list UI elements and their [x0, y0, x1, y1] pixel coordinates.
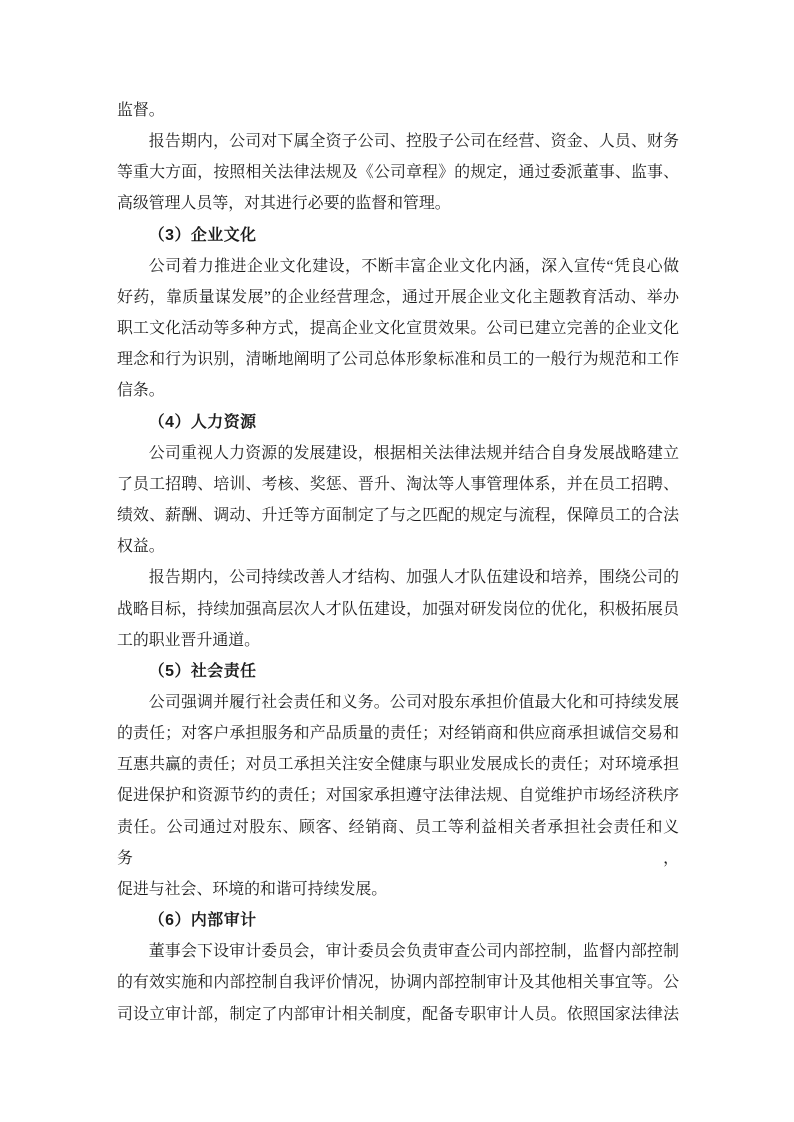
text-line: 理念和行为识别，清晰地阐明了公司总体形象标准和员工的一般行为规范和工作 — [117, 351, 679, 369]
section-heading-text: （5）社会责任 — [148, 662, 257, 680]
section-heading-text: （4）人力资源 — [148, 413, 257, 431]
section-heading — [117, 220, 679, 251]
text-line: 公司重视人力资源的发展建设，根据相关法律法规并结合自身发展战略建立 — [148, 444, 679, 462]
text-line: 战略目标，持续加强高层次人才队伍建设，加强对研发岗位的优化，积极拓展员 — [117, 600, 679, 618]
paragraph — [117, 438, 679, 563]
text-line: 司设立审计部，制定了内部审计相关制度，配备专职审计人员。依照国家法律法 — [117, 1005, 679, 1023]
section-heading-text: （3）企业文化 — [148, 226, 257, 244]
text-line: 好药，靠质量谋发展”的企业经营理念，通过开展企业文化主题教育活动、举办 — [117, 288, 679, 306]
text-line: 促进与社会、环境的和谐可持续发展。 — [117, 880, 388, 898]
paragraph — [117, 251, 679, 407]
text-line: 监督。 — [117, 102, 165, 119]
paragraph — [117, 936, 679, 1029]
text-line: 公司着力推进企业文化建设，不断丰富企业文化内涵，深入宣传“凭良心做 — [148, 257, 679, 275]
document-content — [117, 95, 679, 1030]
section-heading — [117, 656, 679, 687]
text-line: 的有效实施和内部控制自我评价情况，协调内部控制审计及其他相关事宜等。公 — [117, 974, 679, 992]
paragraph — [117, 95, 679, 126]
text-line: 公司强调并履行社会责任和义务。公司对股东承担价值最大化和可持续发展 — [148, 693, 679, 711]
section-heading — [117, 905, 679, 936]
paragraph — [117, 687, 679, 905]
text-line: 互惠共赢的责任；对员工承担关注安全健康与职业发展成长的责任；对环境承担 — [117, 756, 679, 774]
text-line: 绩效、薪酬、调动、升迁等方面制定了与之匹配的规定与流程，保障员工的合法 — [117, 507, 679, 525]
text-line: 权益。 — [117, 538, 165, 556]
section-heading — [117, 407, 679, 438]
section-heading-text: （6）内部审计 — [148, 912, 257, 930]
text-line: 责任。公司通过对股东、顾客、经销商、员工等利益相关者承担社会责任和义务， — [117, 818, 679, 867]
text-line: 报告期内，公司持续改善人才结构、加强人才队伍建设和培养，围绕公司的 — [148, 569, 679, 587]
text-line: 工的职业晋升通道。 — [117, 631, 261, 649]
text-line: 了员工招聘、培训、考核、奖惩、晋升、淘汰等人事管理体系，并在员工招聘、 — [117, 475, 679, 493]
text-line: 报告期内，公司对下属全资子公司、控股子公司在经营、资金、人员、财务 — [148, 133, 679, 151]
paragraph — [117, 126, 679, 219]
text-line: 促进保护和资源节约的责任；对国家承担遵守法律法规、自觉维护市场经济秩序 — [117, 787, 679, 805]
text-line: 的责任；对客户承担服务和产品质量的责任；对经销商和供应商承担诚信交易和 — [117, 725, 679, 743]
paragraph — [117, 562, 679, 655]
text-line: 高级管理人员等，对其进行必要的监督和管理。 — [117, 195, 451, 213]
text-line: 职工文化活动等多种方式，提高企业文化宣贯效果。公司已建立完善的企业文化 — [117, 320, 679, 338]
text-line: 信条。 — [117, 382, 165, 400]
text-line: 等重大方面，按照相关法律法规及《公司章程》的规定，通过委派董事、监事、 — [117, 164, 679, 182]
text-line: 董事会下设审计委员会，审计委员会负责审查公司内部控制，监督内部控制 — [148, 943, 679, 961]
